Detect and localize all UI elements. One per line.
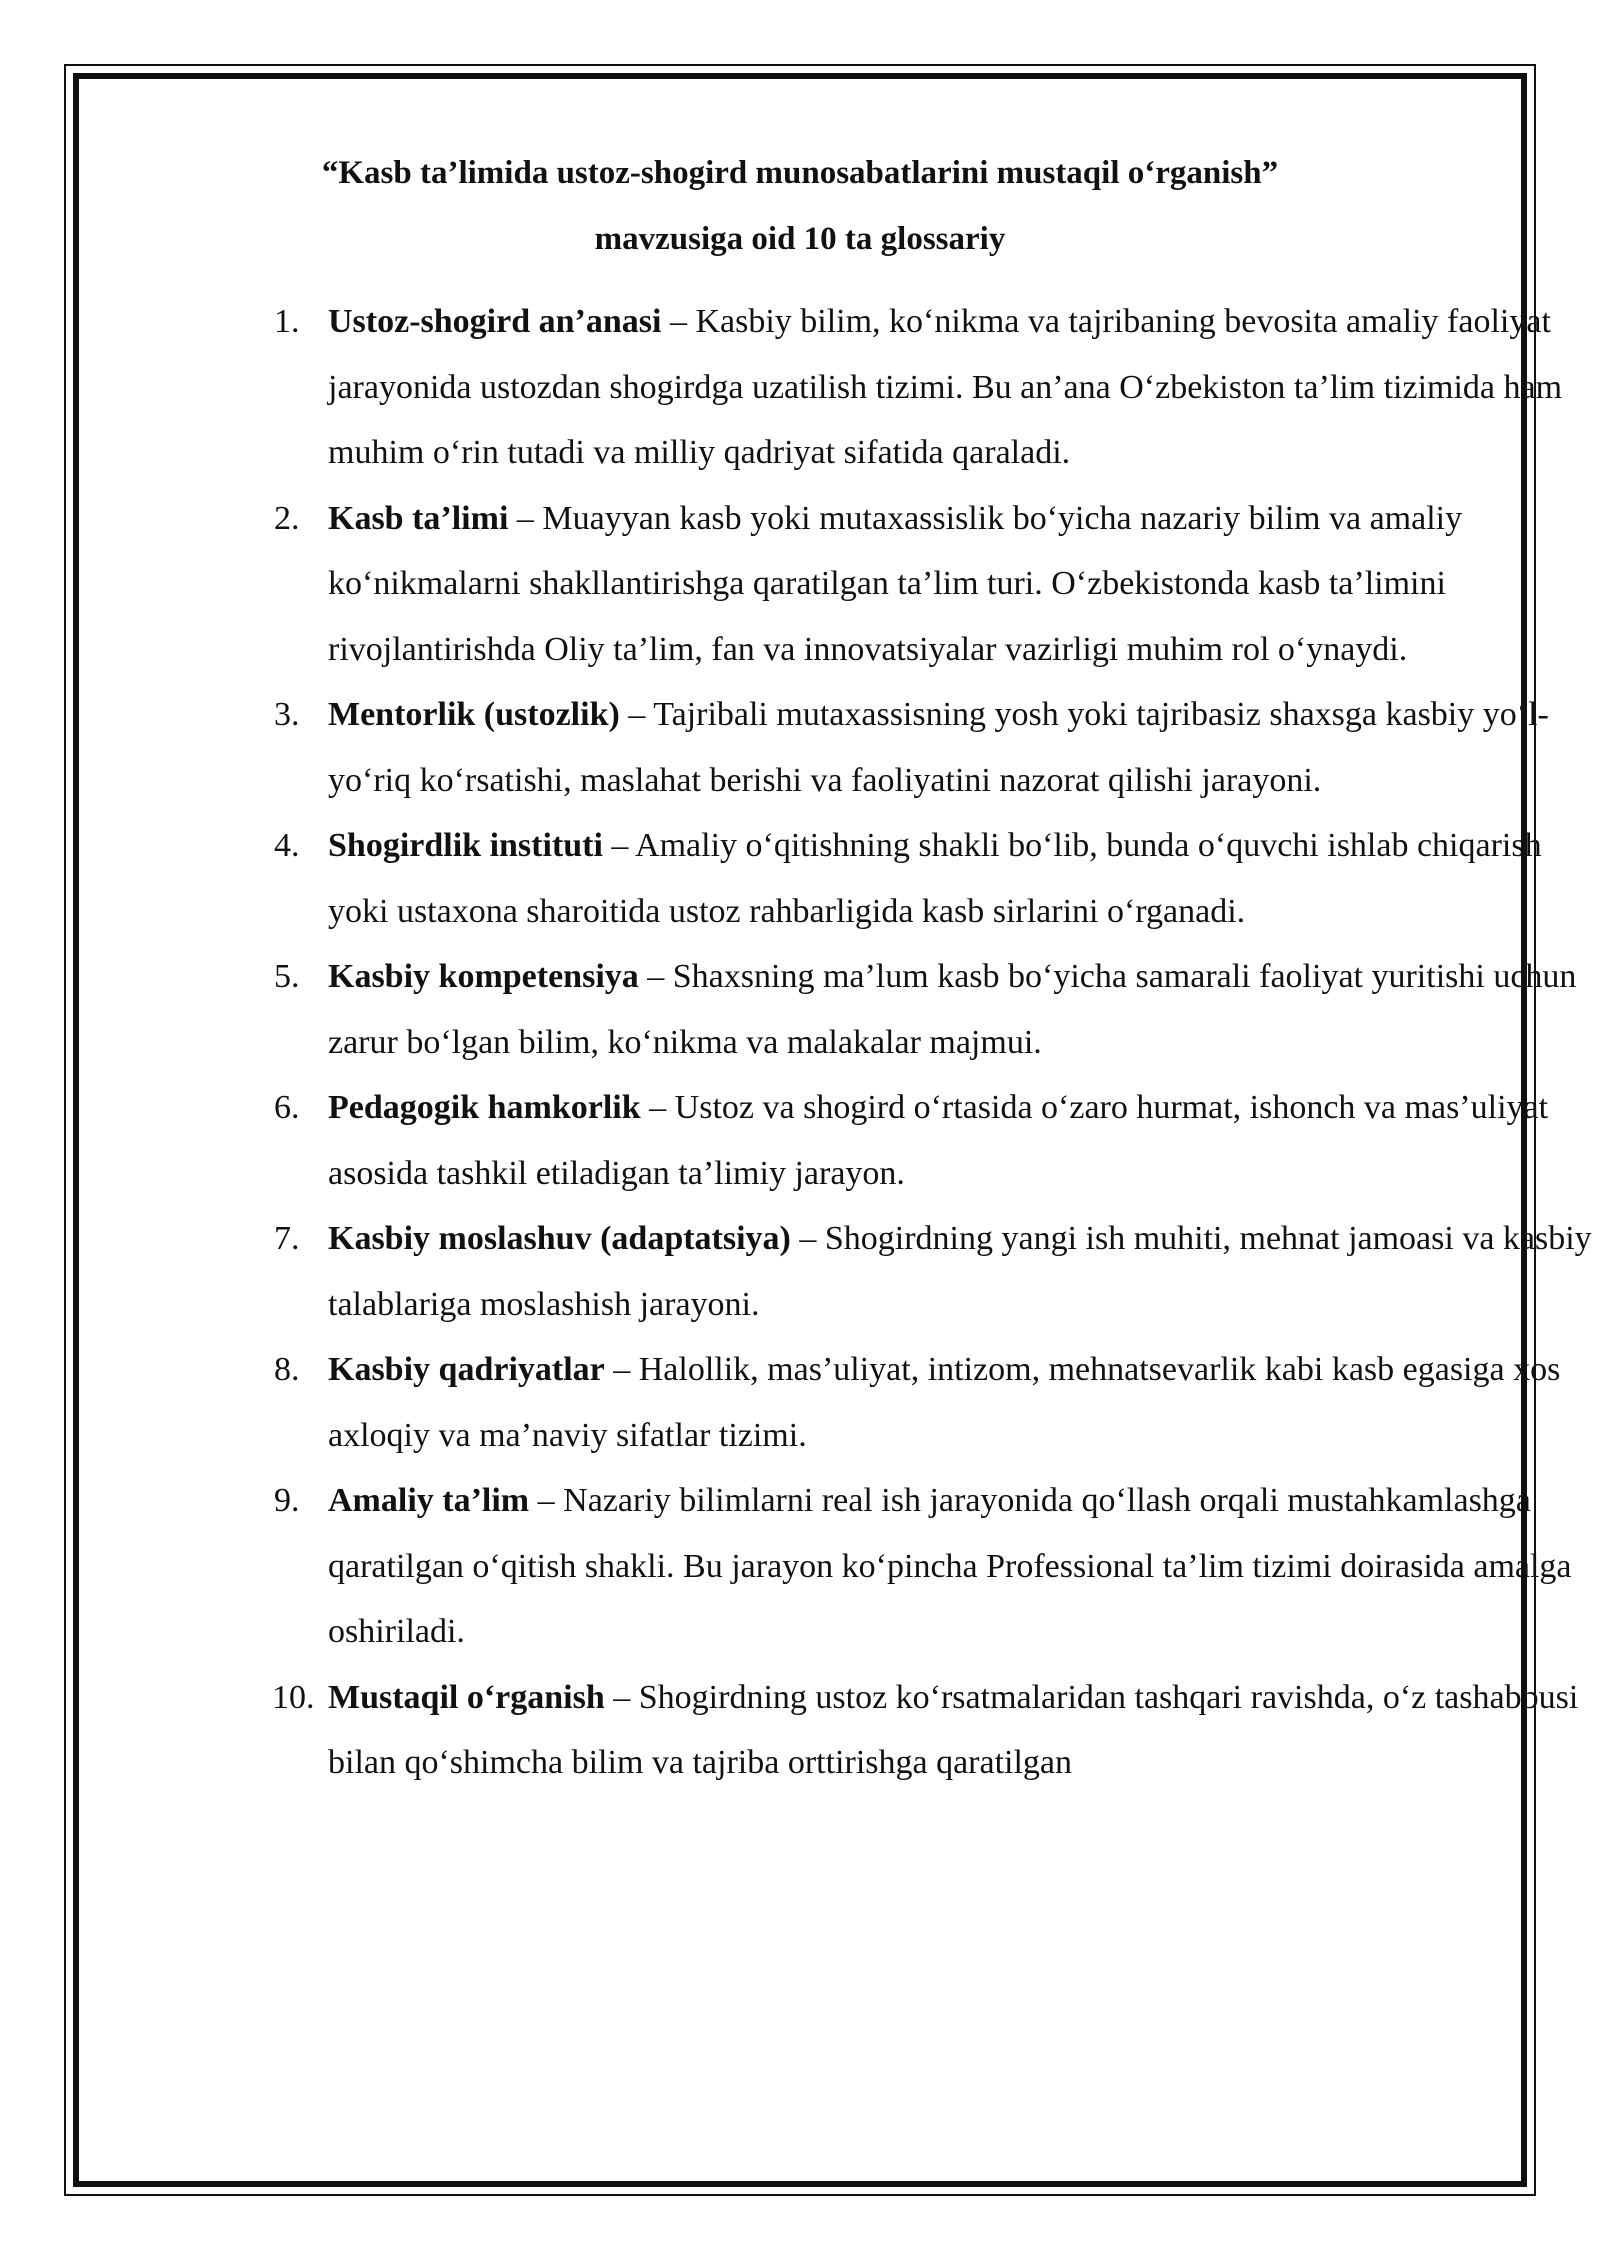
glossary-entry [100,289,1600,486]
glossary-entry [100,1337,1600,1468]
entry-term: Amaliy ta’lim [328,1482,530,1519]
entry-term: Kasb ta’limi [328,499,509,537]
entry-number: 7. [274,1220,300,1257]
entry-definition: – Shogirdning ustoz ko‘rsatmalaridan tashqari ravishda, o‘z tashabbusi bilan qo‘shimcha bilim va tajriba orttirishga qaratilgan [328,1678,1579,1781]
entry-number: 2. [274,499,300,537]
glossary-entry [100,1206,1600,1337]
glossary-entry [100,682,1600,813]
entry-definition: – Halollik, mas’uliyat, intizom, mehnatsevarlik kabi kasb egasiga xos axloqiy va ma’naviy sifatlar tizimi. [328,1351,1561,1454]
entry-definition: – Amaliy o‘qitishning shakli bo‘lib, bunda o‘quvchi ishlab chiqarish yoki ustaxona sharoitida ustoz rahbarligida kasb sirlarini o‘rganadi. [328,827,1542,930]
entry-term: Kasbiy moslashuv (adaptatsiya) [328,1220,791,1257]
entry-number: 4. [274,827,300,864]
entry-number: 3. [274,696,300,733]
glossary-entry [100,813,1600,944]
entry-number: 5. [274,958,300,995]
entry-definition: – Muayyan kasb yoki mutaxassislik bo‘yicha nazariy bilim va amaliy ko‘nikmalarni shakllantirishga qaratilgan ta’lim turi. O‘zbekistonda kasb ta’limini rivojlantirishda Oliy ta’lim, fan va innovatsiyalar vazirligi muhim rol o‘ynaydi. [328,499,1463,668]
entry-number: 10. [272,1678,315,1716]
entry-term: Mustaqil o‘rganish [328,1678,605,1716]
entry-definition: – Shaxsning ma’lum kasb bo‘yicha samarali faoliyat yuritishi uchun zarur bo‘lgan bilim, ko‘nikma va malakalar majmui. [328,958,1577,1061]
entry-number: 1. [274,303,300,340]
entry-term: Kasbiy kompetensiya [328,958,639,995]
entry-definition: – Shogirdning yangi ish muhiti, mehnat jamoasi va kasbiy talablariga moslashish jarayoni. [328,1220,1592,1323]
entry-definition: – Ustoz va shogird o‘rtasida o‘zaro hurmat, ishonch va mas’uliyat asosida tashkil etiladigan ta’limiy jarayon. [328,1089,1549,1192]
glossary-entry [100,1665,1600,1796]
entry-definition: – Kasbiy bilim, ko‘nikma va tajribaning bevosita amaliy faoliyat jarayonida ustozdan shogirdga uzatilish tizimi. Bu an’ana O‘zbekiston ta’lim tizimida ham muhim o‘rin tutadi va milliy qadriyat sifatida qaraladi. [328,303,1563,471]
glossary-list [100,289,1592,1796]
entry-term: Kasbiy qadriyatlar [328,1351,605,1388]
entry-term: Mentorlik (ustozlik) [328,696,620,733]
title-line-1: “Kasb ta’limida ustoz-shogird munosabatlarini mustaqil o‘rganish” [321,155,1279,191]
glossary-entry [100,486,1600,683]
entry-term: Pedagogik hamkorlik [328,1089,641,1126]
entry-term: Ustoz-shogird an’anasi [328,303,662,340]
glossary-entry [100,1075,1600,1206]
entry-number: 6. [274,1089,300,1126]
glossary-entry [100,1468,1600,1665]
document-body [100,140,1592,1796]
entry-definition: – Tajribali mutaxassisning yosh yoki tajribasiz shaxsga kasbiy yo‘l-yo‘riq ko‘rsatishi, maslahat berishi va faoliyatini nazorat qilishi jarayoni. [328,696,1549,799]
glossary-entry [100,944,1600,1075]
entry-number: 8. [274,1351,300,1388]
document-title [100,140,1500,272]
entry-definition: – Nazariy bilimlarni real ish jarayonida qo‘llash orqali mustahkamlashga qaratilgan o‘qitish shakli. Bu jarayon ko‘pincha Professional ta’lim tizimi doirasida amalga oshiriladi. [328,1482,1572,1650]
entry-term: Shogirdlik instituti [328,827,603,864]
title-line-2: mavzusiga oid 10 ta glossariy [594,221,1006,257]
entry-number: 9. [274,1482,300,1519]
